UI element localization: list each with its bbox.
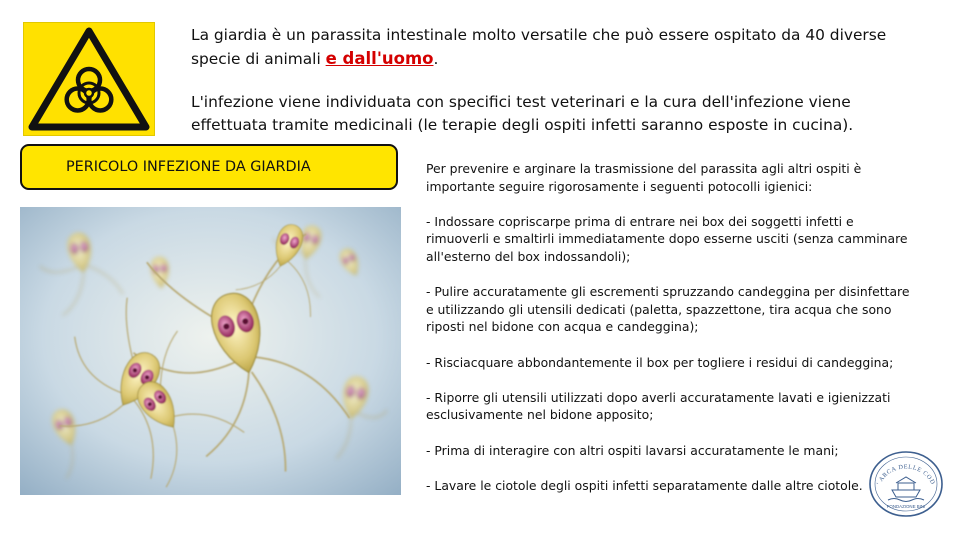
rule-item: - Riporre gli utensili utilizzati dopo averli accuratamente lavati e igienizzati esclusivamente nel bidone apposito; bbox=[426, 389, 891, 423]
logo-arc-text: ' ARCA DELLE COD bbox=[875, 463, 937, 486]
rule-item: - Indossare copriscarpe prima di entrare nei box dei soggetti infetti e rimuoverli e smaltirli immediatamente dopo esserne usciti (senza camminare all'esterno del box indossandoli); bbox=[426, 213, 908, 264]
intro-p1-end: . bbox=[433, 50, 439, 68]
logo-foundation: FONDAZIONE BINI bbox=[886, 504, 926, 509]
foundation-logo bbox=[868, 450, 944, 518]
intro-paragraph-1 bbox=[191, 24, 931, 71]
rule-item: - Pulire accuratamente gli escrementi spruzzando candeggina per disinfettare e utilizzando gli utensili dedicati (paletta, spazzettone, tira acqua che sono riposti nel bidone con acqua e candeggina); bbox=[426, 284, 910, 335]
intro-p1-text: La giardia è un parassita intestinale molto versatile che può essere ospitato da 40 diverse specie di animali bbox=[191, 26, 887, 68]
rule-item: - Prima di interagire con altri ospiti lavarsi accuratamente le mani; bbox=[426, 442, 839, 458]
danger-banner: PERICOLO INFEZIONE DA GIARDIA bbox=[20, 144, 398, 190]
hygiene-protocols bbox=[426, 160, 916, 494]
rules-intro: Per prevenire e arginare la trasmissione del parassita agli altri ospiti è importante seguire rigorosamente i seguenti potocolli igienici: bbox=[426, 161, 862, 194]
biohazard-sign bbox=[23, 22, 155, 136]
biohazard-icon bbox=[24, 23, 154, 135]
intro-paragraph-2: L'infezione viene individuata con specifici test veterinari e la cura dell'infezione viene effettuata tramite medicinali (le terapie degli ospiti infetti saranno esposte in cucina). bbox=[191, 93, 854, 134]
intro-highlight: e dall'uomo bbox=[325, 49, 434, 68]
intro-text bbox=[191, 24, 931, 137]
rule-item: - Lavare le ciotole degli ospiti infetti separatamente dalle altre ciotole. bbox=[426, 477, 863, 493]
rule-item: - Risciacquare abbondantemente il box per togliere i residui di candeggina; bbox=[426, 354, 894, 370]
giardia-image bbox=[20, 207, 401, 495]
